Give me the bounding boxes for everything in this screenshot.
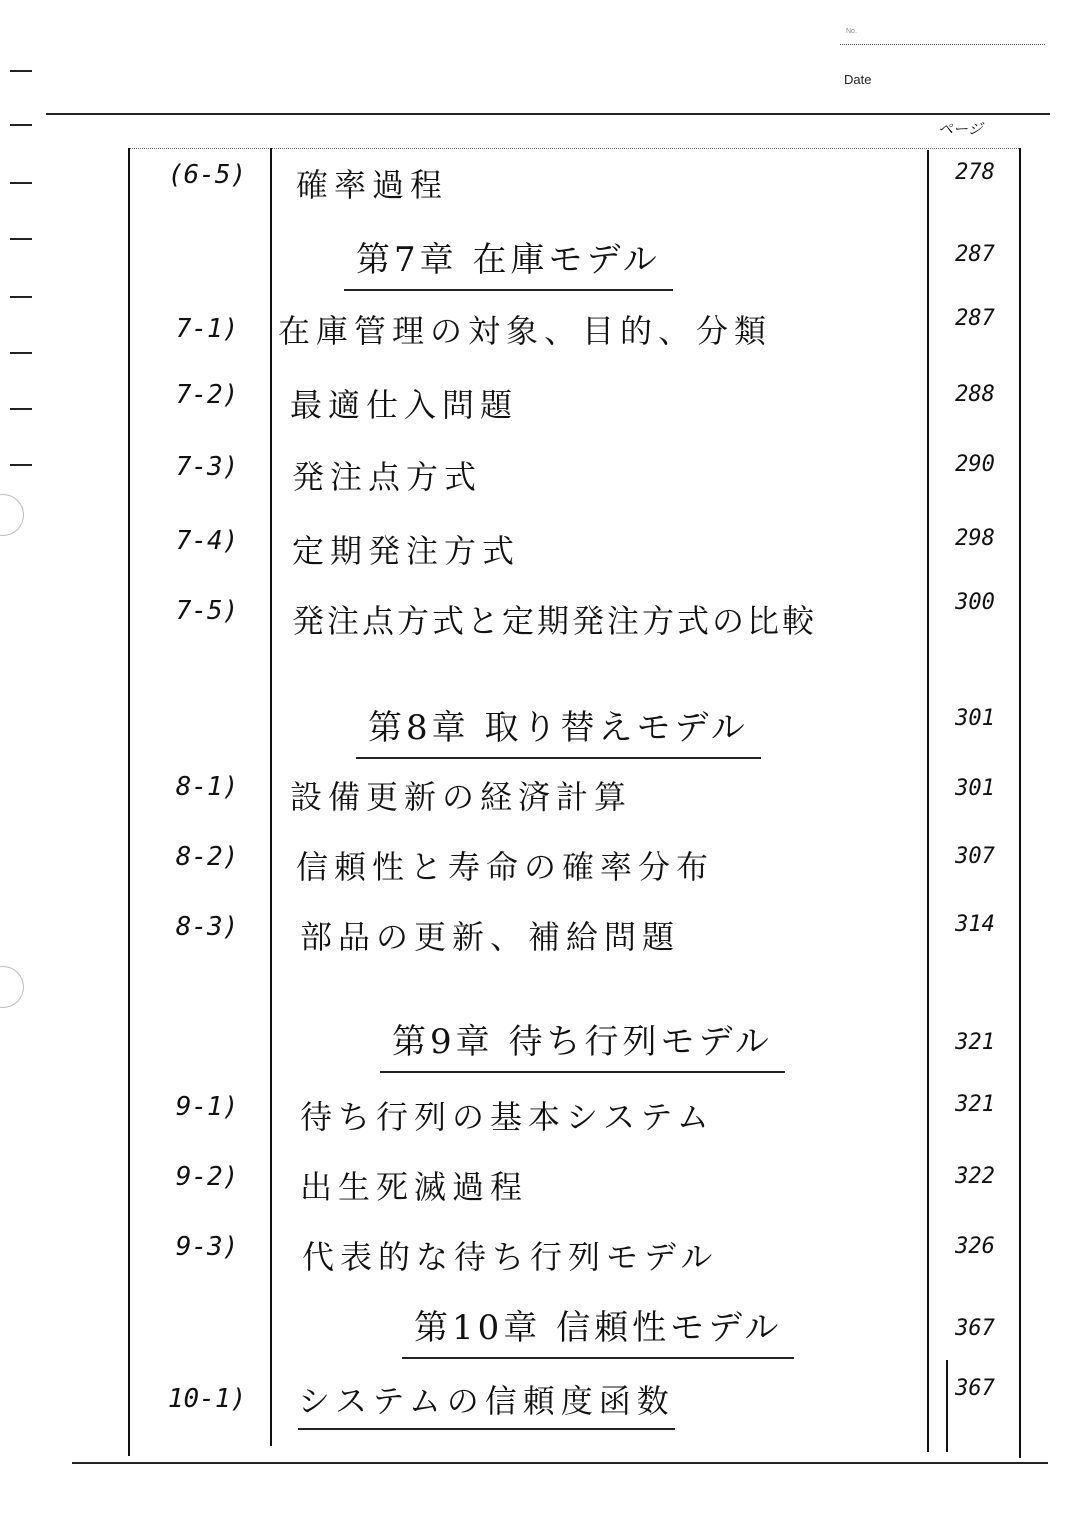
- section-title: 設備更新の経済計算: [290, 778, 633, 816]
- toc-row: [0, 1376, 1074, 1436]
- page-number: 298: [955, 526, 995, 551]
- section-number: 9-2): [175, 1162, 239, 1192]
- page-number: 290: [955, 452, 995, 477]
- section-title: 定期発注方式: [292, 532, 521, 570]
- section-title: 待ち行列の基本システム: [300, 1098, 715, 1136]
- toc-row: [0, 1092, 1074, 1152]
- page-number: 278: [955, 160, 995, 185]
- toc-row: [0, 842, 1074, 902]
- section-number: 8-2): [175, 842, 239, 872]
- toc-row: [0, 526, 1074, 586]
- binder-mark: [10, 70, 32, 72]
- header-rule: [46, 113, 1050, 115]
- chapter-row: [0, 1300, 1074, 1360]
- chapter-heading: 第10章 信頼性モデル: [402, 1300, 794, 1359]
- toc-row: [0, 912, 1074, 972]
- toc-row: [0, 590, 1074, 656]
- page-number: 287: [955, 306, 995, 331]
- page-number: 314: [955, 912, 995, 937]
- section-title: システムの信頼度函数: [298, 1376, 675, 1430]
- page-number: 326: [955, 1234, 995, 1259]
- toc-row: [0, 772, 1074, 832]
- date-label: Date: [844, 72, 872, 87]
- toc-row: [0, 1232, 1074, 1292]
- page-number: 307: [955, 844, 995, 869]
- section-title: 信頼性と寿命の確率分布: [296, 848, 715, 886]
- chapter-row: [0, 1014, 1074, 1074]
- bottom-rule: [72, 1462, 1048, 1464]
- page-column-header: ページ: [938, 120, 983, 138]
- section-number: 7-5): [175, 596, 239, 626]
- binder-mark: [10, 124, 32, 126]
- section-title: 在庫管理の対象、目的、分類: [278, 312, 773, 350]
- section-number: 7-3): [175, 452, 239, 482]
- header-dotted-line: [840, 44, 1045, 45]
- page-number: 288: [955, 382, 995, 407]
- section-title: 代表的な待ち行列モデル: [302, 1238, 719, 1276]
- chapter-heading: 第8章 取り替えモデル: [356, 700, 761, 759]
- toc-row: [0, 452, 1074, 512]
- page-number: 367: [955, 1316, 995, 1341]
- page-number: 300: [955, 590, 995, 615]
- table-top-border: [128, 148, 1021, 149]
- toc-row: [0, 380, 1074, 440]
- page-number: 367: [955, 1376, 995, 1401]
- chapter-row: [0, 232, 1074, 292]
- page-number: 321: [955, 1030, 995, 1055]
- section-title: 部品の更新、補給問題: [300, 918, 681, 956]
- toc-row: [0, 160, 1074, 220]
- section-number: 7-1): [175, 314, 239, 344]
- punch-hole: [0, 966, 24, 1008]
- section-number: 7-2): [175, 380, 239, 410]
- section-number: (6-5): [167, 160, 247, 190]
- page-number: 301: [955, 776, 995, 801]
- section-title: 出生死滅過程: [300, 1168, 529, 1206]
- section-number: 9-3): [175, 1232, 239, 1262]
- section-number: 8-3): [175, 912, 239, 942]
- chapter-row: [0, 700, 1074, 760]
- section-number: 10-1): [167, 1384, 247, 1414]
- section-title: 発注点方式: [292, 458, 483, 496]
- binder-mark: [10, 296, 32, 298]
- toc-row: [0, 306, 1074, 366]
- section-number: 8-1): [175, 772, 239, 802]
- section-number: 7-4): [175, 526, 239, 556]
- section-title: 最適仕入問題: [290, 386, 519, 424]
- number-label: No.: [846, 28, 857, 35]
- section-title: 確率過程: [296, 166, 449, 204]
- page-number: 322: [955, 1164, 995, 1189]
- section-number: 9-1): [175, 1092, 239, 1122]
- toc-row: [0, 1162, 1074, 1222]
- page-number: 287: [955, 242, 995, 267]
- section-title: 発注点方式と定期発注方式の比較: [292, 602, 818, 640]
- page-number: 321: [955, 1092, 995, 1117]
- page-number: 301: [955, 706, 995, 731]
- chapter-heading: 第9章 待ち行列モデル: [380, 1014, 785, 1073]
- chapter-heading: 第7章 在庫モデル: [344, 232, 673, 291]
